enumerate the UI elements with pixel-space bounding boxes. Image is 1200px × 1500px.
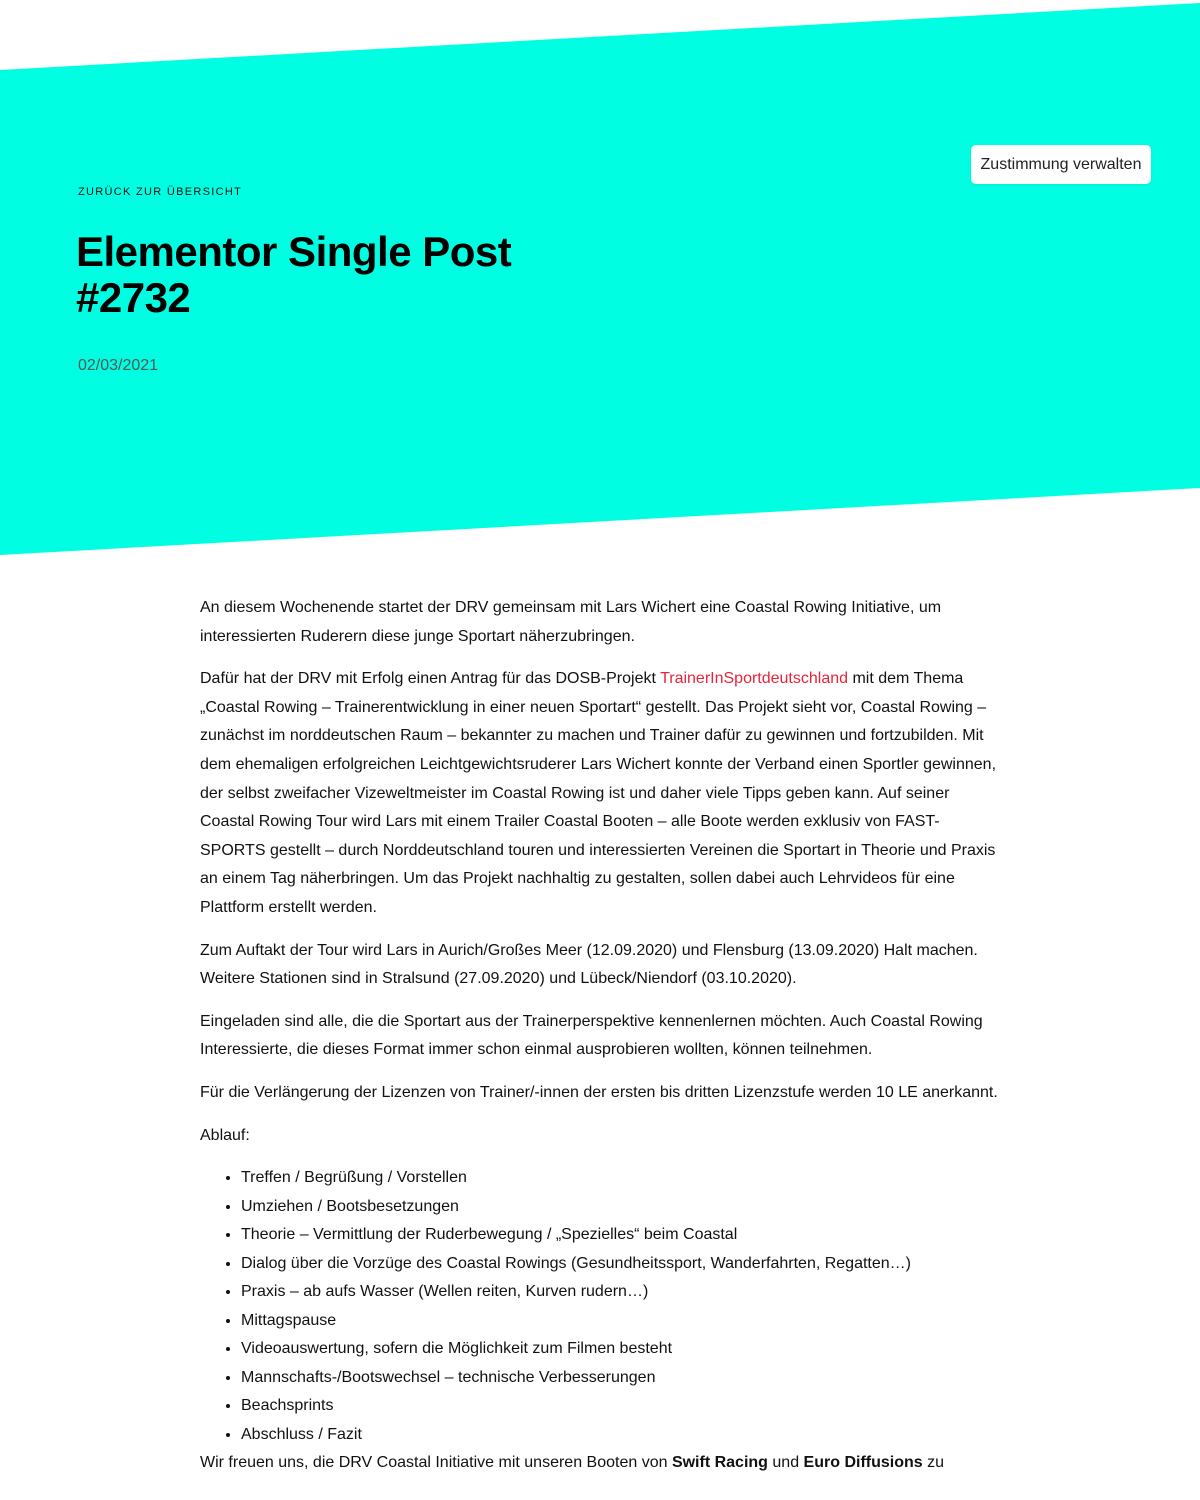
list-item: • Treffen / Begrüßung / Vorstellen bbox=[241, 1164, 1000, 1193]
page-title-line2: #2732 bbox=[76, 274, 191, 321]
list-item: • Dialog über die Vorzüge des Coastal Rowings (Gesundheitssport, Wanderfahrten, Regatten…) bbox=[241, 1250, 1000, 1279]
paragraph-text: Wir freuen uns, die DRV Coastal Initiative mit unseren Booten von bbox=[200, 1454, 672, 1472]
manage-consent-button[interactable]: Zustimmung verwalten bbox=[971, 145, 1151, 184]
schedule-list bbox=[200, 1164, 1000, 1449]
paragraph-text: Dafür hat der DRV mit Erfolg einen Antrag für das DOSB-Projekt bbox=[200, 670, 661, 688]
list-item: • Mannschafts-/Bootswechsel – technische Verbesserungen bbox=[241, 1364, 1000, 1393]
list-item: • Umziehen / Bootsbesetzungen bbox=[241, 1193, 1000, 1222]
list-item: • Theorie – Vermittlung der Ruderbewegung / „Spezielles“ beim Coastal bbox=[241, 1221, 1000, 1250]
article-paragraph-license: Für die Verlängerung der Lizenzen von Trainer/-innen der ersten bis dritten Lizenzstufe werden 10 LE anerkannt. bbox=[200, 1083, 998, 1101]
list-item: • Abschluss / Fazit bbox=[241, 1421, 1000, 1450]
post-date: 02/03/2021 bbox=[78, 357, 159, 374]
back-to-overview-link[interactable]: ZURÜCK ZUR ÜBERSICHT bbox=[78, 186, 243, 198]
article-paragraph-project bbox=[200, 665, 1000, 922]
paragraph-text: mit dem Thema „Coastal Rowing – Trainerentwicklung in einer neuen Sportart“ gestellt. Das Projekt sieht vor, Coastal Rowing – zunächst im norddeutschen Raum – bekannter zu machen und Trainer dafür zu gewinnen und fortzubilden. Mit dem ehemaligen erfolgreichen Leichtgewichtsruderer Lars Wichert konnte der Verband einen Sportler gewinnen, der selbst zweifacher Vizeweltmeister im Coastal Rowing ist und daher viele Tipps geben kann. Auf seiner Coastal Rowing Tour wird Lars mit einem Trailer Coastal Booten – alle Boote werden exklusiv von FAST-SPORTS gestellt – durch Norddeutschland touren und interessierten Vereinen die Sportart in Theorie und Praxis an einem Tag näherbringen. Um das Projekt nachhaltig zu gestalten, sollen dabei auch Lehrvideos für eine Plattform erstellt werden. bbox=[200, 670, 997, 916]
trainer-in-sportdeutschland-link[interactable]: TrainerInSportdeutschland bbox=[660, 670, 849, 688]
article-paragraph-schedule-heading: Ablauf: bbox=[200, 1126, 250, 1144]
article-paragraph-closing bbox=[200, 1449, 1000, 1478]
article-paragraph-tour-dates: Zum Auftakt der Tour wird Lars in Aurich/Großes Meer (12.09.2020) und Flensburg (13.09.2020) Halt machen. Weitere Stationen sind in Stralsund (27.09.2020) und Lübeck/Niendorf (03.10.2020). bbox=[200, 941, 978, 988]
list-item: • Mittagspause bbox=[241, 1307, 1000, 1336]
brand-euro-diffusions: Euro Diffusions bbox=[803, 1454, 923, 1472]
page-title bbox=[76, 229, 596, 321]
brand-swift-racing: Swift Racing bbox=[671, 1454, 768, 1472]
list-item: • Videoauswertung, sofern die Möglichkeit zum Filmen besteht bbox=[241, 1335, 1000, 1364]
paragraph-text: zu bbox=[922, 1454, 944, 1472]
article-paragraph-invitation: Eingeladen sind alle, die die Sportart aus der Trainerperspektive kennenlernen möchten. Auch Coastal Rowing Interessierte, die dieses Format immer schon einmal ausprobieren wollten, können teilnehmen. bbox=[200, 1012, 983, 1059]
list-item: • Beachsprints bbox=[241, 1392, 1000, 1421]
paragraph-text: und bbox=[767, 1454, 804, 1472]
article-paragraph-intro: An diesem Wochenende startet der DRV gemeinsam mit Lars Wichert eine Coastal Rowing Initiative, um interessierten Ruderern diese junge Sportart näherzubringen. bbox=[200, 599, 942, 645]
page-title-line1: Elementor Single Post bbox=[76, 228, 512, 275]
list-item: • Praxis – ab aufs Wasser (Wellen reiten, Kurven rudern…) bbox=[241, 1278, 1000, 1307]
article-body bbox=[200, 594, 1000, 1478]
